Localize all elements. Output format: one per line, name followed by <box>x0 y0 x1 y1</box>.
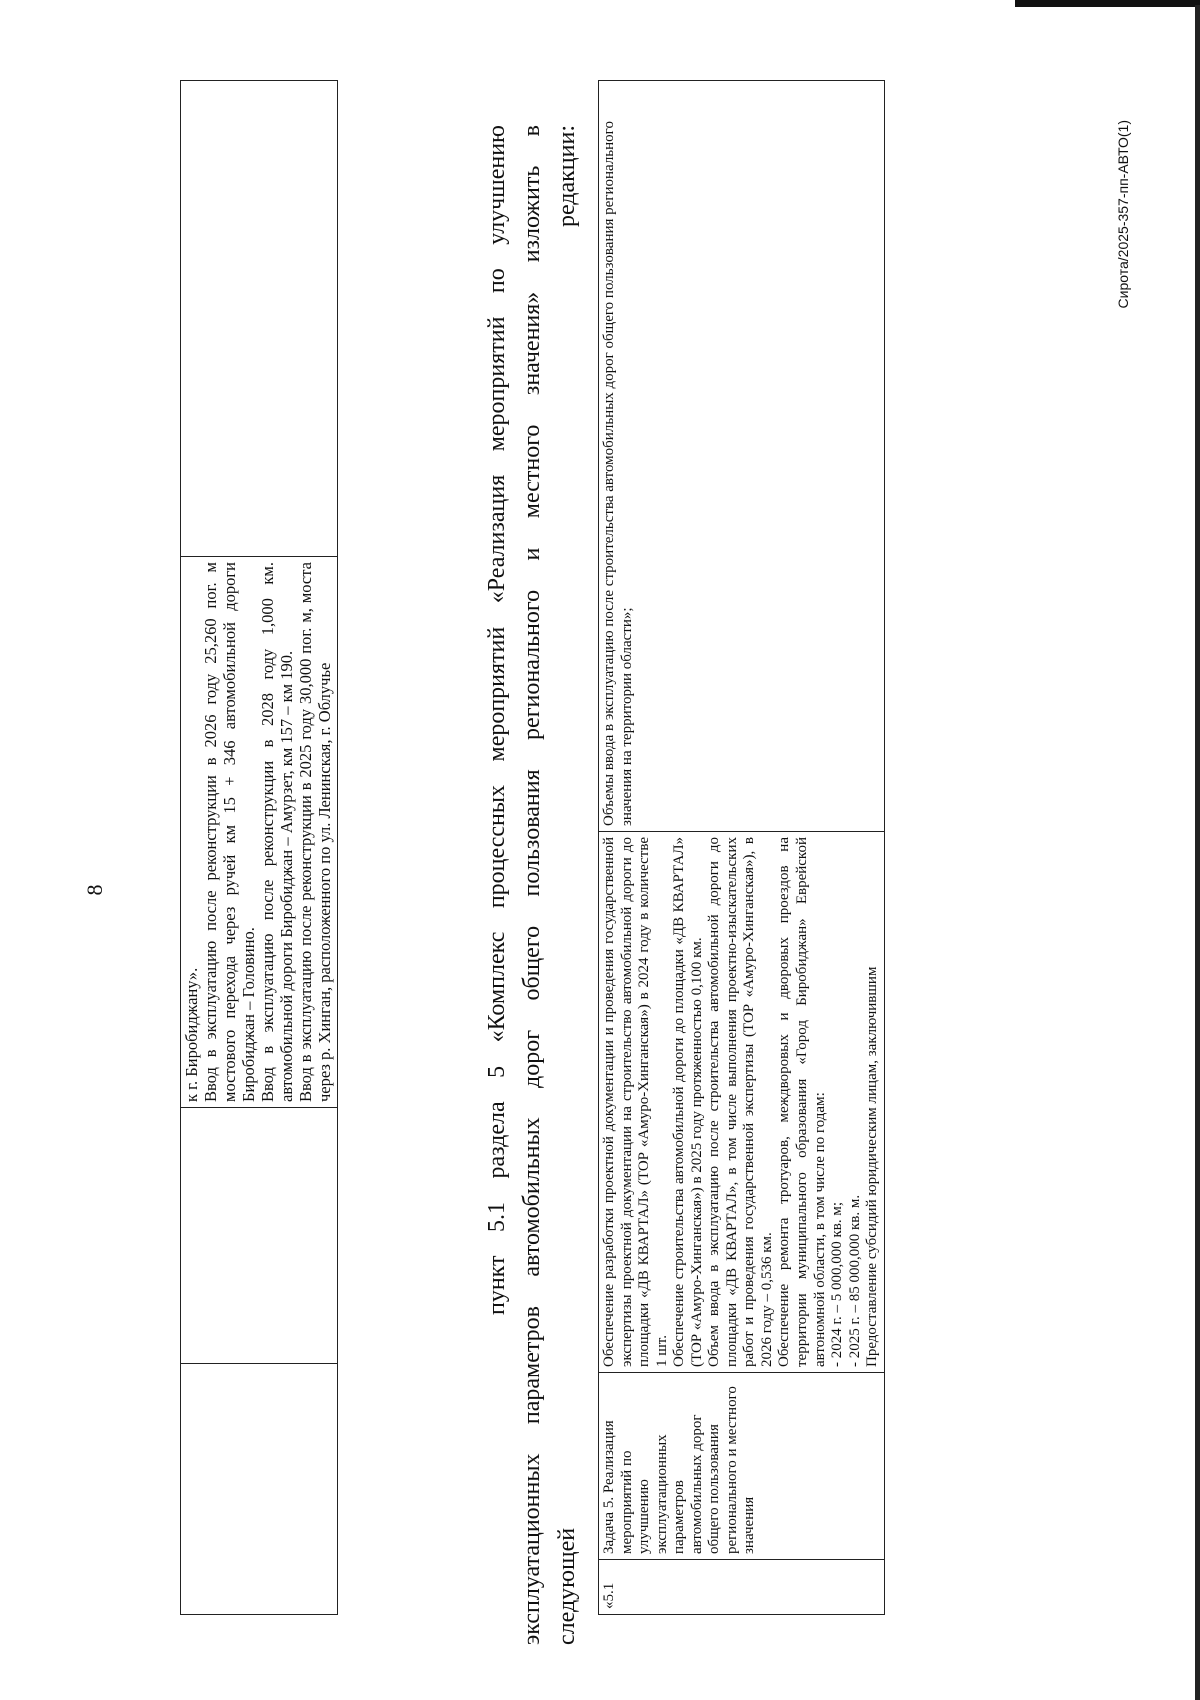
indicator-text: Объемы ввода в эксплуатацию после строительства автомобильных дорог общего пользования регионального значения на территории области»; <box>601 121 635 826</box>
table-row <box>181 81 338 1615</box>
paragraph: - 2024 г. – 5 000,000 кв. м; <box>829 1202 846 1367</box>
paragraph: Ввод в эксплуатацию после реконструкции в 2025 году 30,000 пог. м, моста через р. Хинган, расположенного по ул. Ленинская, г. Облучье <box>295 562 334 1102</box>
table-cell <box>181 1364 338 1615</box>
paragraph: к г. Биробиджану». <box>182 967 201 1102</box>
document-sheet <box>0 80 1200 1680</box>
paragraph: Ввод в эксплуатацию после реконструкции в 2026 году 25,260 пог. м мостового перехода через ручей км 15 + 346 автомобильной дороги Биробиджан – Головино. <box>200 562 258 1102</box>
amendment-clause <box>480 125 584 1645</box>
task-cell <box>599 1373 885 1560</box>
indicator-cell <box>599 81 885 832</box>
paragraph: Обеспечение строительства автомобильной дороги до площадки «ДВ КВАРТАЛ» (ТОР «Амуро-Хинганская») в 2025 году протяженностью 0,100 км. <box>671 837 705 1367</box>
table-cell <box>181 557 338 1108</box>
table-cell <box>181 1108 338 1364</box>
results-cell <box>599 832 885 1373</box>
paragraph: Обеспечение разработки проектной документации и проведения государственной экспертизы проектной документации на строительство автомобильной дороги до площадки «ДВ КВАРТАЛ» (ТОР «Амуро-Хинганская») в 2024 году в количестве 1 шт. <box>601 837 670 1367</box>
document-code: Сирота/2025-357-пп-АВТО(1) <box>1115 120 1131 309</box>
clause-text: пункт 5.1 раздела 5 «Комплекс процессных мероприятий «Реализация мероприятий по улучшению эксплуатационных параметров автомобильных дорог общего пользования регионального и местного значения» изложить в следующей редакции: <box>484 125 580 1645</box>
paragraph: Предоставление субсидий юридическим лицам, заключившим <box>864 966 881 1367</box>
scan-edge-top <box>1015 0 1200 7</box>
paragraph: - 2025 г. – 85 000,000 кв. м. <box>846 1194 863 1367</box>
paragraph: Ввод в эксплуатацию после реконструкции в 2028 году 1,000 км. автомобильной дороги Биробиджан – Амурзет, км 157 – км 190. <box>257 562 296 1102</box>
bottom-table <box>598 80 885 1615</box>
row-number: «5.1 <box>599 1560 885 1615</box>
task-text: Задача 5. Реализация мероприятий по улучшению эксплуатационных параметров автомобильных дорог общего пользования регионального и местного значения <box>601 1386 758 1554</box>
table-cell <box>181 81 338 557</box>
paragraph: Объем ввода в эксплуатацию после строительства автомобильной дороги до площадки «ДВ КВАРТАЛ», в том числе выполнения проектно-изыскательских работ и проведения государственной экспертизы (ТОР «Амуро-Хинганская»), в 2026 году – 0,536 км. <box>706 837 775 1367</box>
table-row <box>599 81 885 1615</box>
page-number: 8 <box>82 884 107 896</box>
paragraph: Обеспечение ремонта тротуаров, междворовых и дворовых проездов на территории муниципального образования «Город Биробиджан» Еврейской автономной области, в том числе по годам: <box>776 837 828 1367</box>
top-table <box>180 80 338 1615</box>
